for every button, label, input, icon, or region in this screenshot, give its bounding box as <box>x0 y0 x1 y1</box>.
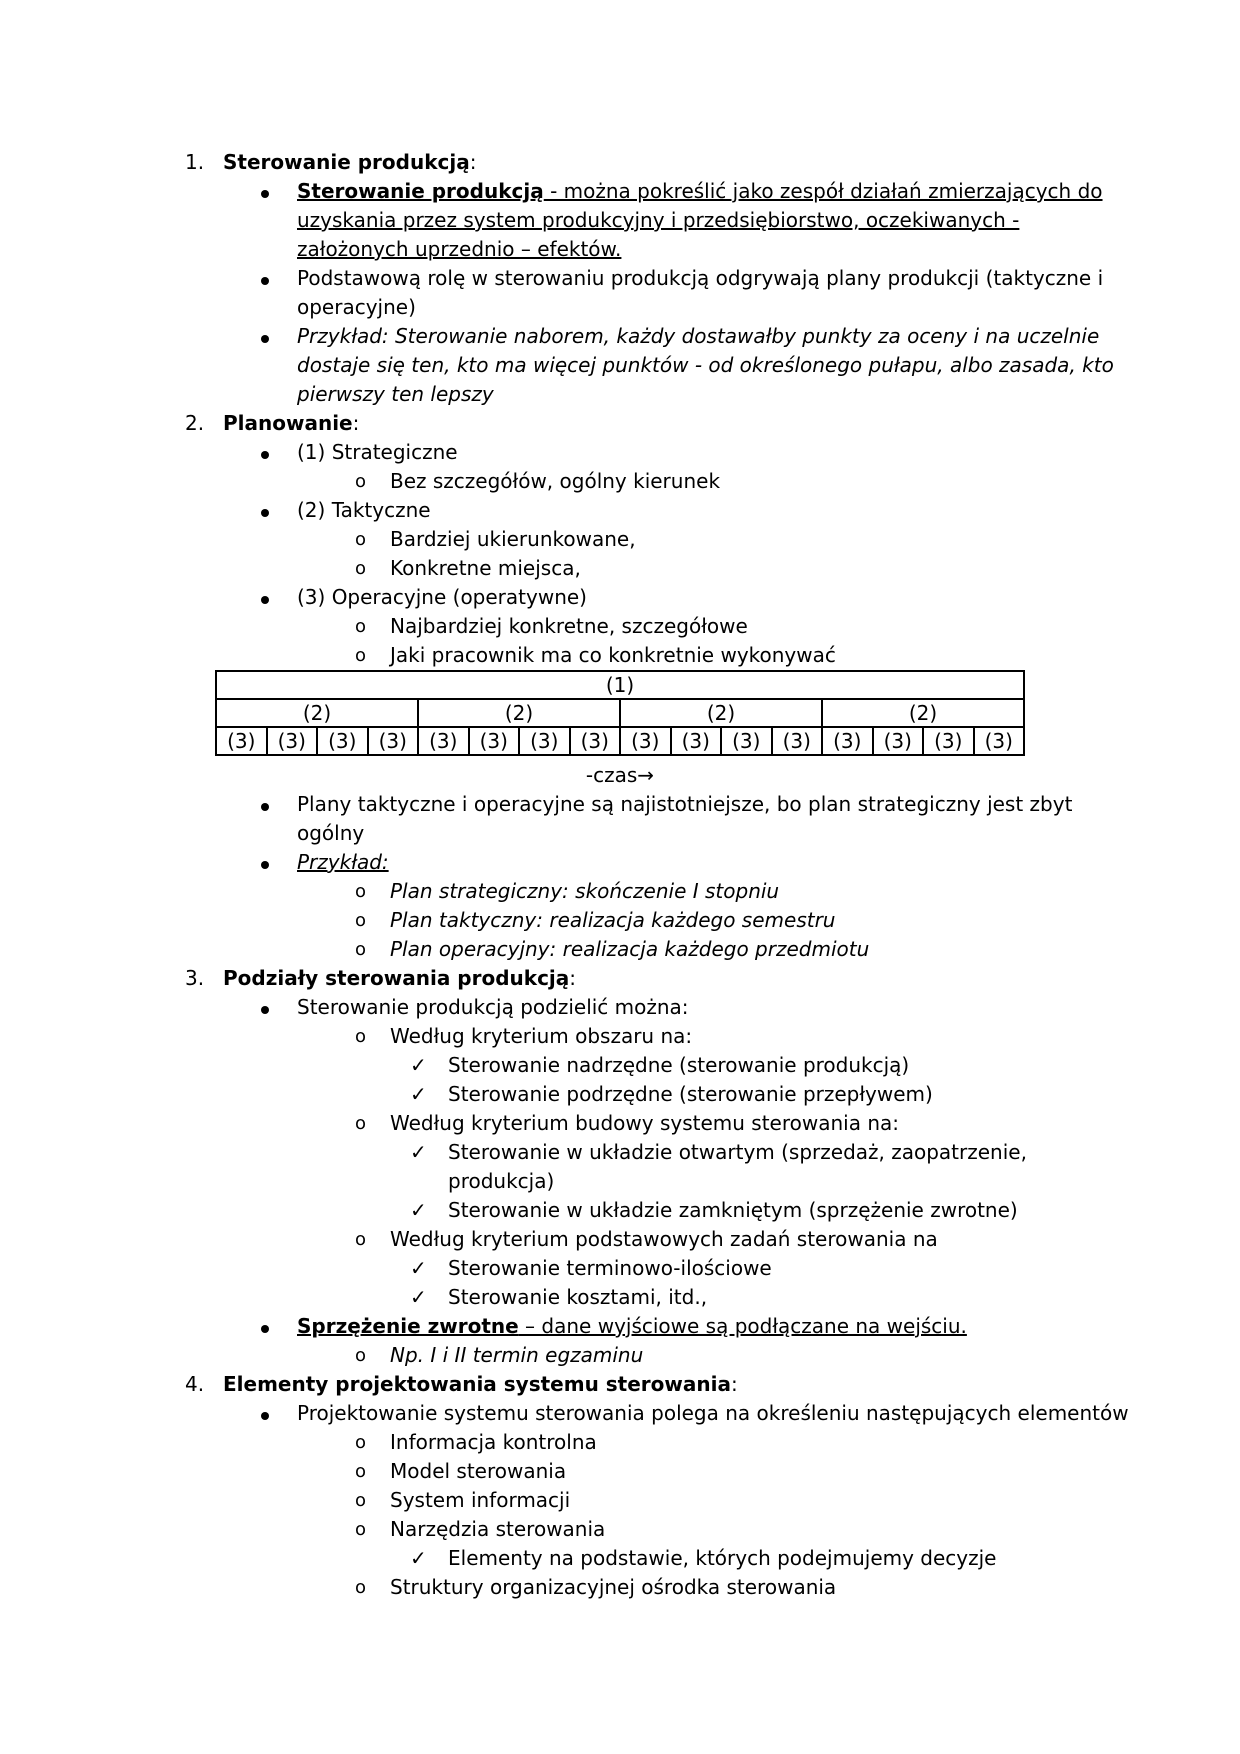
circle-icon: o <box>355 881 367 902</box>
element-item: Informacja kontrolna <box>390 1430 597 1454</box>
circle-icon: o <box>355 1577 367 1598</box>
criterion-label: Według kryterium obszaru na: <box>390 1024 693 1048</box>
level3-cell: (3) <box>317 727 368 755</box>
circle-icon: o <box>355 1519 367 1540</box>
heading-colon: : <box>569 966 577 990</box>
circle-icon: o <box>355 1113 367 1134</box>
criterion-item: Sterowanie podrzędne (sterowanie przepływem) <box>448 1082 933 1106</box>
bullet-icon <box>261 190 269 198</box>
plan-detail: Najbardziej konkretne, szczegółowe <box>390 614 748 638</box>
example-item: Np. I i II termin egzaminu <box>390 1343 644 1367</box>
section-title: Sterowanie produkcją <box>223 150 470 174</box>
level1-cell: (1) <box>216 671 1024 699</box>
example-line: Przykład: Sterowanie naborem, każdy dostawałby punkty za oceny i na uczelnie <box>297 324 1100 348</box>
plan-level: (3) Operacyjne (operatywne) <box>297 585 587 609</box>
plan-detail: Jaki pracownik ma co konkretnie wykonywać <box>390 643 836 667</box>
section-number: 3. <box>185 966 205 990</box>
definition-line: założonych uprzednio – efektów. <box>297 237 622 261</box>
time-axis-caption: -czas→ <box>585 763 655 787</box>
example-line: dostaje się ten, kto ma więcej punktów - od określonego pułapu, albo zasada, kto <box>297 353 1114 377</box>
text-line: Projektowanie systemu sterowania polega na określeniu następujących elementów <box>297 1401 1129 1425</box>
check-icon: ✓ <box>410 1082 427 1106</box>
level3-cell: (3) <box>671 727 722 755</box>
check-icon: ✓ <box>410 1546 427 1570</box>
criterion-item: Sterowanie w układzie otwartym (sprzedaż, zaopatrzenie, <box>448 1140 1027 1164</box>
element-item: Model sterowania <box>390 1459 567 1483</box>
level3-cell: (3) <box>620 727 671 755</box>
definition-line <box>297 1312 967 1341</box>
plan-detail: Bardziej ukierunkowane, <box>390 527 636 551</box>
section-title: Elementy projektowania systemu sterowania <box>223 1372 731 1396</box>
criterion-label: Według kryterium podstawowych zadań sterowania na <box>390 1227 938 1251</box>
text-line: Plany taktyczne i operacyjne są najistotniejsze, bo plan strategiczny jest zbyt <box>297 792 1073 816</box>
plan-level: (1) Strategiczne <box>297 440 458 464</box>
level3-cell: (3) <box>923 727 974 755</box>
plan-hierarchy-table <box>215 670 1025 756</box>
criterion-item: Sterowanie w układzie zamkniętym (sprzężenie zwrotne) <box>448 1198 1018 1222</box>
bullet-icon <box>261 1325 269 1333</box>
heading-colon: : <box>469 150 477 174</box>
level2-cell: (2) <box>822 699 1024 727</box>
text-line: Podstawową rolę w sterowaniu produkcją odgrywają plany produkcji (taktyczne i <box>297 266 1104 290</box>
criterion-item: Sterowanie kosztami, itd., <box>448 1285 708 1309</box>
circle-icon: o <box>355 1026 367 1047</box>
defined-term: Sterowanie produkcją <box>297 179 544 203</box>
plan-level: (2) Taktyczne <box>297 498 431 522</box>
bullet-icon <box>261 335 269 343</box>
section-title: Planowanie <box>223 411 353 435</box>
level3-cell: (3) <box>570 727 621 755</box>
check-icon: ✓ <box>410 1198 427 1222</box>
bullet-icon <box>261 861 269 869</box>
bullet-icon <box>261 509 269 517</box>
element-item: System informacji <box>390 1488 571 1512</box>
plan-detail: Konkretne miejsca, <box>390 556 581 580</box>
section-number: 1. <box>185 150 205 174</box>
example-label: Przykład: <box>297 850 389 874</box>
element-item: Struktury organizacyjnej ośrodka sterowania <box>390 1575 837 1599</box>
text-line: ogólny <box>297 821 365 845</box>
circle-icon: o <box>355 1490 367 1511</box>
level3-cell: (3) <box>721 727 772 755</box>
circle-icon: o <box>355 529 367 550</box>
circle-icon: o <box>355 1432 367 1453</box>
circle-icon: o <box>355 471 367 492</box>
text-line: Sterowanie produkcją podzielić można: <box>297 995 689 1019</box>
criterion-item: Sterowanie terminowo-ilościowe <box>448 1256 772 1280</box>
definition-text: – dane wyjściowe są podłączane na wejściu. <box>518 1314 967 1338</box>
definition-line <box>297 177 1103 206</box>
heading-colon: : <box>730 1372 738 1396</box>
definition-text: - można pokreślić jako zespół działań zmierzających do <box>543 179 1103 203</box>
level3-cell: (3) <box>822 727 873 755</box>
bullet-icon <box>261 1006 269 1014</box>
level3-cell: (3) <box>469 727 520 755</box>
circle-icon: o <box>355 645 367 666</box>
section-heading <box>223 1370 738 1399</box>
bullet-icon <box>261 803 269 811</box>
section-number: 4. <box>185 1372 205 1396</box>
bullet-icon <box>261 451 269 459</box>
example-item: Plan operacyjny: realizacja każdego przedmiotu <box>390 937 870 961</box>
level3-cell: (3) <box>974 727 1025 755</box>
level3-cell: (3) <box>873 727 924 755</box>
circle-icon: o <box>355 1229 367 1250</box>
element-detail: Elementy na podstawie, których podejmujemy decyzje <box>448 1546 997 1570</box>
circle-icon: o <box>355 616 367 637</box>
text-line: operacyjne) <box>297 295 416 319</box>
check-icon: ✓ <box>410 1140 427 1164</box>
check-icon: ✓ <box>410 1256 427 1280</box>
example-item: Plan strategiczny: skończenie I stopniu <box>390 879 780 903</box>
criterion-label: Według kryterium budowy systemu sterowania na: <box>390 1111 900 1135</box>
level2-cell: (2) <box>418 699 620 727</box>
circle-icon: o <box>355 1345 367 1366</box>
defined-term: Sprzężenie zwrotne <box>297 1314 519 1338</box>
element-item: Narzędzia sterowania <box>390 1517 606 1541</box>
section-heading <box>223 964 576 993</box>
example-item: Plan taktyczny: realizacja każdego semestru <box>390 908 836 932</box>
definition-line: uzyskania przez system produkcyjny i przedsiębiorstwo, oczekiwanych - <box>297 208 1020 232</box>
bullet-icon <box>261 1412 269 1420</box>
level3-cell: (3) <box>519 727 570 755</box>
level3-cell: (3) <box>772 727 823 755</box>
level3-cell: (3) <box>267 727 318 755</box>
criterion-item: produkcja) <box>448 1169 555 1193</box>
section-title: Podziały sterowania produkcją <box>223 966 570 990</box>
heading-colon: : <box>352 411 360 435</box>
section-heading <box>223 148 476 177</box>
circle-icon: o <box>355 939 367 960</box>
section-heading <box>223 409 359 438</box>
criterion-item: Sterowanie nadrzędne (sterowanie produkcją) <box>448 1053 910 1077</box>
circle-icon: o <box>355 558 367 579</box>
circle-icon: o <box>355 1461 367 1482</box>
check-icon: ✓ <box>410 1053 427 1077</box>
level3-cell: (3) <box>368 727 419 755</box>
bullet-icon <box>261 277 269 285</box>
bullet-icon <box>261 596 269 604</box>
level2-cell: (2) <box>216 699 418 727</box>
level3-cell: (3) <box>418 727 469 755</box>
section-number: 2. <box>185 411 205 435</box>
check-icon: ✓ <box>410 1285 427 1309</box>
level3-cell: (3) <box>216 727 267 755</box>
plan-detail: Bez szczegółów, ogólny kierunek <box>390 469 721 493</box>
level2-cell: (2) <box>620 699 822 727</box>
example-line: pierwszy ten lepszy <box>297 382 494 406</box>
circle-icon: o <box>355 910 367 931</box>
